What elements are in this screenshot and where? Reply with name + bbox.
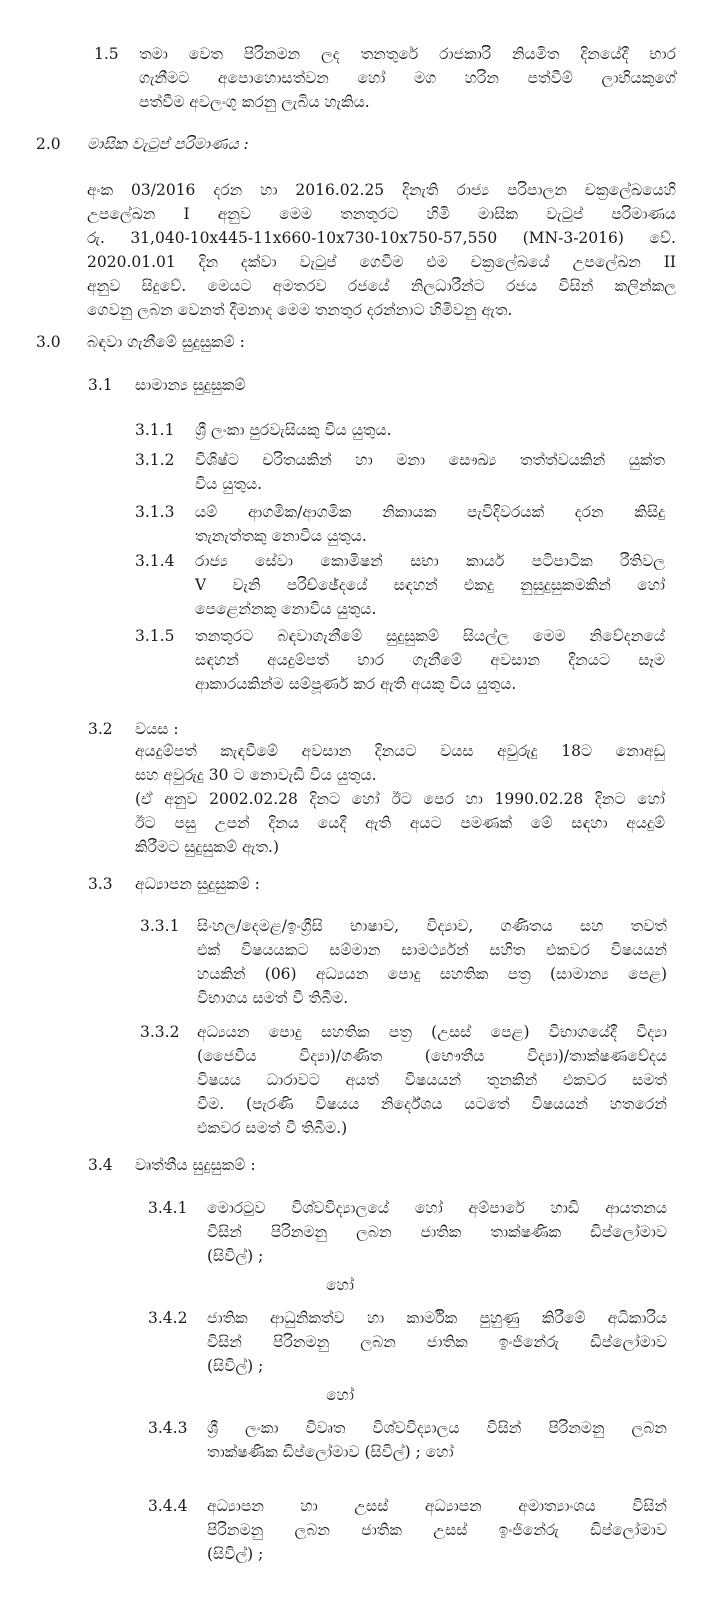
section-3-3-number: 3.3: [88, 875, 113, 893]
section-1-5-text: [139, 42, 676, 114]
or-separator: හෝ: [326, 1276, 354, 1294]
text-line: ආකාරයකින්ම සම්පූර්ණ කර ඇති අයකු විය යුතුය.: [195, 675, 517, 693]
text-line: එකවර සමත් වී තිබීම.): [197, 1119, 348, 1137]
section-3-4-heading: වෘත්තීය සුදුසුකම් :: [135, 1156, 256, 1174]
section-3-4-number: 3.4: [88, 1156, 113, 1174]
item-3-1-4-text: [195, 549, 665, 621]
text-line: කිරීමට සුදුසුකම් ඇත.): [135, 838, 280, 856]
text-line: 2020.01.01 දින දක්වා වැටුප් ගෙවීම එම චක්‍රලේඛයේ උපලේඛන II: [87, 253, 676, 271]
text-line: විෂයය ධාරාවට අයත් විෂයයන් තුනකින් එකවර සමත්: [197, 1071, 667, 1089]
item-3-1-1-text: [195, 418, 665, 442]
text-line: සිංහල/දෙමළ/ඉංග්‍රීසි භාෂාව, විද්‍යාව, ගණිතය සහ තවත්: [197, 917, 667, 935]
text-line: (ඒ අනුව 2002.02.28 දිනට හෝ ඊට පෙර හා 1990.02.28 දිනට හෝ: [135, 790, 665, 808]
text-line: විභාගය සමත් වී තිබීම.: [197, 989, 349, 1007]
item-3-4-4-text: [207, 1494, 667, 1566]
text-line: (සිවිල්) ;: [207, 1357, 264, 1375]
text-line: තැනැත්තකු නොවිය යුතුය.: [195, 527, 367, 545]
text-line: පෙළෙන්නකු නොවිය යුතුය.: [195, 600, 377, 618]
text-line: අනුව සිදුවේ. මෙයට අමතරව රජයේ නිලධාරීන්ට රජය විසින් කලින්කල: [87, 277, 676, 295]
item-3-1-3-number: 3.1.3: [135, 503, 175, 521]
item-3-1-4-number: 3.1.4: [135, 552, 175, 570]
or-separator: හෝ: [326, 1386, 354, 1404]
text-line: (සිවිල්) ;: [207, 1545, 264, 1563]
text-line: රු. 31,040-10x445-11x660-10x730-10x750-57,550 (MN-3-2016) වේ.: [87, 229, 676, 247]
text-line: ගැනීමට අපොහොසත්වන හෝ මග හරින පත්වීම් ලාභියකුගේ: [139, 69, 676, 87]
text-line: ඊට පසු උපන් දිනය යෙදී ඇති අයට පමණක් මේ සඳහා අයදුම්: [135, 814, 665, 832]
item-3-4-2-number: 3.4.2: [148, 1309, 188, 1327]
item-3-1-2-number: 3.1.2: [135, 451, 175, 469]
item-3-1-5-number: 3.1.5: [135, 627, 175, 645]
text-line: V වැනි පරිච්ඡේදයේ සඳහන් එකදු නුසුදුසුකමකින් හෝ: [195, 576, 665, 594]
section-3-2-number: 3.2: [88, 720, 113, 738]
text-line: පත්වීම අවලංගු කරනු ලැබිය හැකිය.: [139, 93, 370, 111]
section-3-2-heading: වයස :: [135, 720, 179, 738]
item-3-4-4-number: 3.4.4: [148, 1497, 188, 1515]
text-line: සඳහන් අයදුම්පත් භාර ගැනීමේ අවසාන දිනයට සෑම: [195, 651, 665, 669]
section-2-0-number: 2.0: [36, 135, 61, 153]
text-line: පිරිනමනු ලබන ජාතික උසස් ඉංජිනේරු ඩිප්ලෝමාව: [207, 1521, 667, 1539]
text-line: හයකින් (06) අධ්‍යයන පොදු සහතික පත්‍ර (සාමාන්‍ය පෙළ): [197, 965, 667, 983]
section-1-5-number: 1.5: [94, 45, 119, 63]
text-line: විශිෂ්ට චරිතයකින් හා මනා සෞඛ්‍ය තත්ත්වයකින් යුක්ත: [195, 451, 665, 469]
text-line: රාජ්‍ය සේවා කොමිෂන් සභා කාර්ය පටිපාටික රීතිවල: [195, 552, 665, 570]
item-3-3-1-number: 3.3.1: [140, 917, 180, 935]
item-3-1-2-text: [195, 448, 665, 496]
item-3-3-2-text: [197, 1020, 667, 1140]
item-3-4-2-text: [207, 1306, 667, 1378]
section-3-1-number: 3.1: [88, 376, 113, 394]
text-line: එක් විෂයයකට සම්මාන සාමර්ථ්‍යන් සහිත එකවර විෂයයන්: [197, 941, 667, 959]
text-line: යම් ආගමික/ආගමික නිකායක පැවිදිවරයක් දරන කිසිදු: [195, 503, 665, 521]
text-line: අධ්‍යාපන හා උසස් අධ්‍යාපන අමාත්‍යාංශය විසින්: [207, 1497, 667, 1515]
salary-scale-paragraph: [87, 178, 676, 322]
text-line: විය යුතුය.: [195, 475, 263, 493]
text-line: අයදුම්පත් කැඳවීමේ අවසාන දිනයට වයස අවුරුදු 18ට නොඅඩු: [135, 742, 665, 760]
section-2-0-heading: මාසික වැටුප් පරිමාණය :: [87, 135, 249, 153]
section-3-1-heading: සාමාන්‍ය සුදුසුකම්: [135, 376, 246, 394]
text-line: වීම. (පැරණි විෂයය නිර්දේශය යටතේ විෂයයන් හතරෙන්: [197, 1095, 667, 1113]
item-3-1-5-text: [195, 624, 665, 696]
item-3-4-1-number: 3.4.1: [148, 1199, 188, 1217]
text-line: (ජෛවීය විද්‍යා)/ගණිත (භෞතීය විද්‍යා)/තාක්ෂණවේදය: [197, 1047, 667, 1065]
text-line: සහ අවුරුදු 30 ට නොවැඩි විය යුතුය.: [135, 766, 377, 784]
item-3-3-1-text: [197, 914, 667, 1010]
text-line: අධ්‍යයන පොදු සහතික පත්‍ර (උසස් පෙළ) විභාගයේදී විද්‍යා: [197, 1023, 667, 1041]
item-3-4-1-text: [207, 1196, 667, 1268]
item-3-4-3-text: [207, 1416, 667, 1464]
item-3-1-3-text: [195, 500, 665, 548]
item-3-4-3-number: 3.4.3: [148, 1419, 188, 1437]
text-line: (සිවිල්) ;: [207, 1247, 264, 1265]
text-line: විසින් පිරිනමනු ලබන ජාතික ඉංජිනේරු ඩිප්ලෝමාව: [207, 1333, 667, 1351]
section-3-0-heading: බඳවා ගැනීමේ සුදුසුකම් :: [87, 333, 245, 351]
text-line: අංක 03/2016 දරන හා 2016.02.25 දිනැති රාජ්‍ය පරිපාලන චක්‍රලේඛයෙහි: [87, 181, 676, 199]
item-3-1-1-number: 3.1.1: [135, 421, 175, 439]
text-line: මොරටුව විශ්වවිද්‍යාලයේ හෝ අම්පාරේ හාඩි ආයතනය: [207, 1199, 667, 1217]
text-line: ගෙවනු ලබන වෙනත් දීමනාද මෙම තනතුර දරන්නාට හිමිවනු ඇත.: [87, 301, 513, 319]
text-line: තනතුරට බඳවාගැනීමේ සුදුසුකම් සියල්ල මෙම නිවේදනයේ: [195, 627, 665, 645]
text-line: ශ්‍රී ලංකා විවෘත විශ්වවිද්‍යාලය විසින් පිරිනමනු ලබන: [207, 1419, 667, 1437]
item-3-3-2-number: 3.3.2: [140, 1023, 180, 1041]
text-line: ශ්‍රී ලංකා පුරවැසියකු විය යුතුය.: [195, 421, 392, 439]
text-line: විසින් පිරිනමනු ලබන ජාතික තාක්ෂණික ඩිප්ලෝමාව: [207, 1223, 667, 1241]
section-3-3-heading: අධ්‍යාපන සුදුසුකම් :: [135, 875, 260, 893]
section-3-0-number: 3.0: [36, 333, 61, 351]
text-line: තමා වෙත පිරිනමන ලද තනතුරේ රාජකාරි නියමිත දිනයේදී භාර: [139, 45, 676, 63]
age-requirement-text: [135, 739, 665, 859]
text-line: උපලේඛන I අනුව මෙම තනතුරට හිමි මාසික වැටුප් පරිමාණය: [87, 205, 676, 223]
text-line: තාක්ෂණික ඩිප්ලෝමාව (සිවිල්) ; හෝ: [207, 1443, 454, 1461]
text-line: ජාතික ආධුනිකත්ව හා කාර්මික පුහුණු කිරීමේ අධිකාරිය: [207, 1309, 667, 1327]
